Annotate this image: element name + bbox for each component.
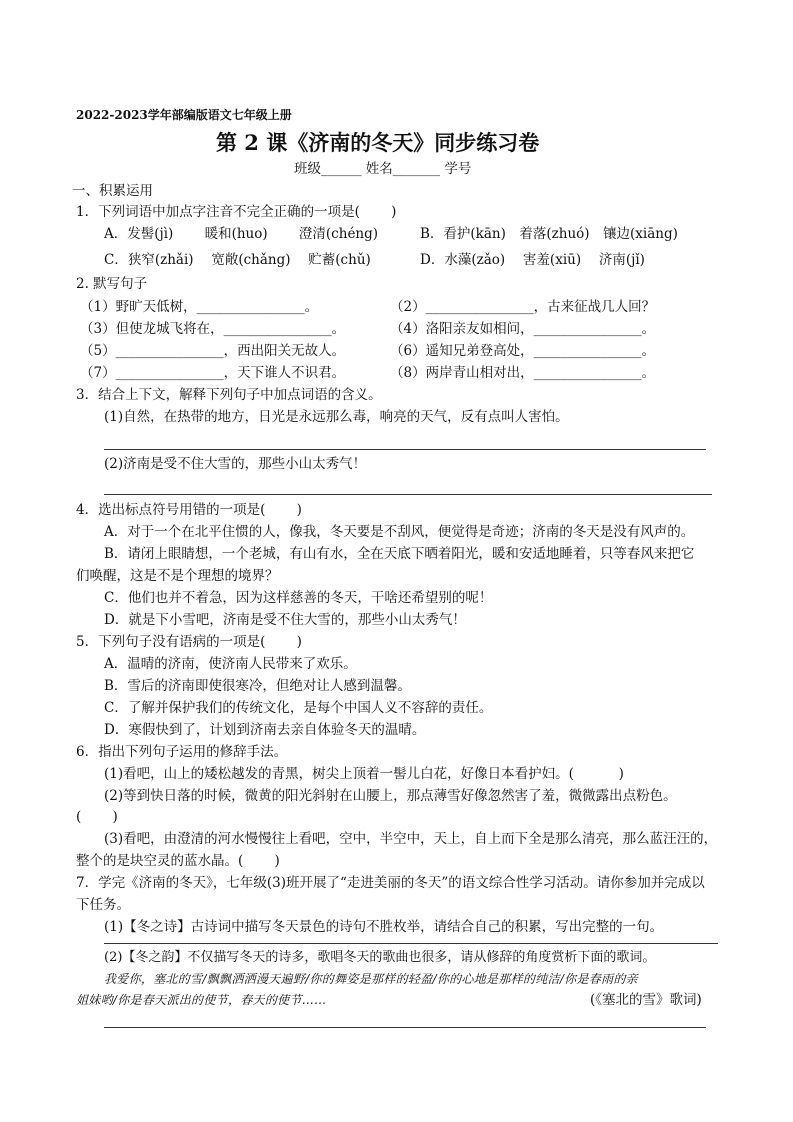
q5-stem: 5．下列句子没有语病的一项是( ) <box>76 634 302 650</box>
page-title: 第 2 课《济南的冬天》同步练习卷 <box>216 130 540 155</box>
q4-option-a: A．对于一个在北平住惯的人，像我，冬天要是不刮风，便觉得是奇迹；济南的冬天是没有风声的。 <box>104 524 695 540</box>
q7-task-2: (2)【冬之韵】不仅描写冬天的诗多，歌唱冬天的歌曲也很多，请从修辞的角度赏析下面的歌词。 <box>104 950 656 965</box>
q6-sentence-1: (1)看吧，山上的矮松越发的青黑，树尖上顶着一髻儿白花，好像日本看护妇。( ) <box>104 766 624 782</box>
q5-option-b: B．雪后的济南即使很寒冷，但绝对让人感到温馨。 <box>104 678 411 694</box>
section-heading: 一、积累运用 <box>72 183 153 199</box>
q6-sentence-3-cont: 整个的是块空灵的蓝水晶。( ) <box>76 853 280 869</box>
q6-sentence-2-blank: ( ) <box>76 809 118 825</box>
q1-option-d: D．水藻(zǎo) 害羞(xiū) 济南(jǐ) <box>420 252 645 268</box>
q3-sentence-1: (1)自然，在热带的地方，日光是永远那么毒，响亮的天气，反有点叫人害怕。 <box>104 409 569 425</box>
q1-option-a: A．发髻(jì) 暖和(huo) 澄清(chéng) <box>104 226 379 242</box>
q1-option-b: B．看护(kān) 着落(zhuó) 镶边(xiāng) <box>420 226 678 242</box>
q3-stem: 3．结合上下文，解释下列句子中加点词语的含义。 <box>76 387 382 403</box>
q6-sentence-2: (2)等到快日落的时候，微黄的阳光斜射在山腰上，那点薄雪好像忽然害了羞，微微露出点粉色。 <box>104 788 677 804</box>
q2-item: （8）两岸青山相对出，________________。 <box>390 365 656 381</box>
q2-item: （3）但使龙城飞将在，________________。 <box>80 321 346 337</box>
q2-item: （2）________________，古来征战几人回？ <box>390 299 656 315</box>
answer-line <box>104 943 718 944</box>
student-info-line: 班级______ 姓名_______ 学号 <box>294 161 472 177</box>
q5-option-c: C．了解并保护我们的传统文化，是每个中国人义不容辞的责任。 <box>104 700 493 716</box>
q5-option-a: A．温晴的济南，使济南人民带来了欢乐。 <box>104 656 357 672</box>
q4-stem: 4．选出标点符号用错的一项是( ) <box>76 502 302 518</box>
q2-stem: 2. 默写句子 <box>76 276 148 292</box>
q2-item: （7）________________，天下谁人不识君。 <box>80 365 346 381</box>
lyric-line-1: 我爱你，塞北的雪/飘飘洒洒漫天遍野/你的舞姿是那样的轻盈/你的心地是那样的纯洁/你是春雨的亲 <box>104 972 638 986</box>
q2-item: （6）遥知兄弟登高处，________________。 <box>390 343 656 359</box>
lyric-line-2: 姐妹哟/你是春天派出的使节，春天的使节…… <box>76 993 327 1007</box>
q4-option-c: C．他们也并不着急，因为这样慈善的冬天，干啥还希望别的呢！ <box>104 590 493 606</box>
q4-option-b-cont: 们唤醒，这是不是个理想的境界？ <box>76 568 279 584</box>
q4-option-d: D．就是下小雪吧，济南是受不住大雪的，那些小山太秀气！ <box>104 612 466 628</box>
q2-item: （5）________________，西出阳关无故人。 <box>80 343 346 359</box>
lyric-source: (《塞北的雪》歌词) <box>590 992 702 1008</box>
q4-option-b: B．请闭上眼睛想，一个老城，有山有水，全在天底下晒着阳光，暖和安适地睡着，只等春风来把它 <box>104 546 695 562</box>
q7-stem: 7．学完《济南的冬天》，七年级(3)班开展了“走进美丽的冬天”的语文综合性学习活动。请你参加并完成以 <box>76 875 705 891</box>
q1-option-c: C．狭窄(zhǎi) 宽敞(chǎng) 贮蓄(chǔ) <box>104 252 371 268</box>
answer-line <box>104 449 706 450</box>
q2-item: （4）洛阳亲友如相问，________________。 <box>390 321 656 337</box>
q5-option-d: D．寒假快到了，计划到济南去亲自体验冬天的温晴。 <box>104 722 426 738</box>
q7-task-1: (1)【冬之诗】古诗词中描写冬天景色的诗句不胜枚举，请结合自己的积累，写出完整的一句。 <box>104 919 664 935</box>
q7-stem-cont: 下任务。 <box>76 897 130 913</box>
q6-sentence-3: (3)看吧，由澄清的河水慢慢往上看吧，空中，半空中，天上，自上而下全是那么清亮，那么蓝汪汪的， <box>104 831 718 847</box>
course-header: 2022-2023学年部编版语文七年级上册 <box>76 108 292 122</box>
q6-stem: 6．指出下列句子运用的修辞手法。 <box>76 744 288 760</box>
answer-line <box>104 494 712 495</box>
q1-stem: 1．下列词语中加点字注音不完全正确的一项是( ) <box>76 204 397 220</box>
answer-line <box>104 1027 706 1028</box>
q2-item: （1）野旷天低树，________________。 <box>80 299 319 315</box>
q3-sentence-2: (2)济南是受不住大雪的，那些小山太秀气！ <box>104 456 367 472</box>
